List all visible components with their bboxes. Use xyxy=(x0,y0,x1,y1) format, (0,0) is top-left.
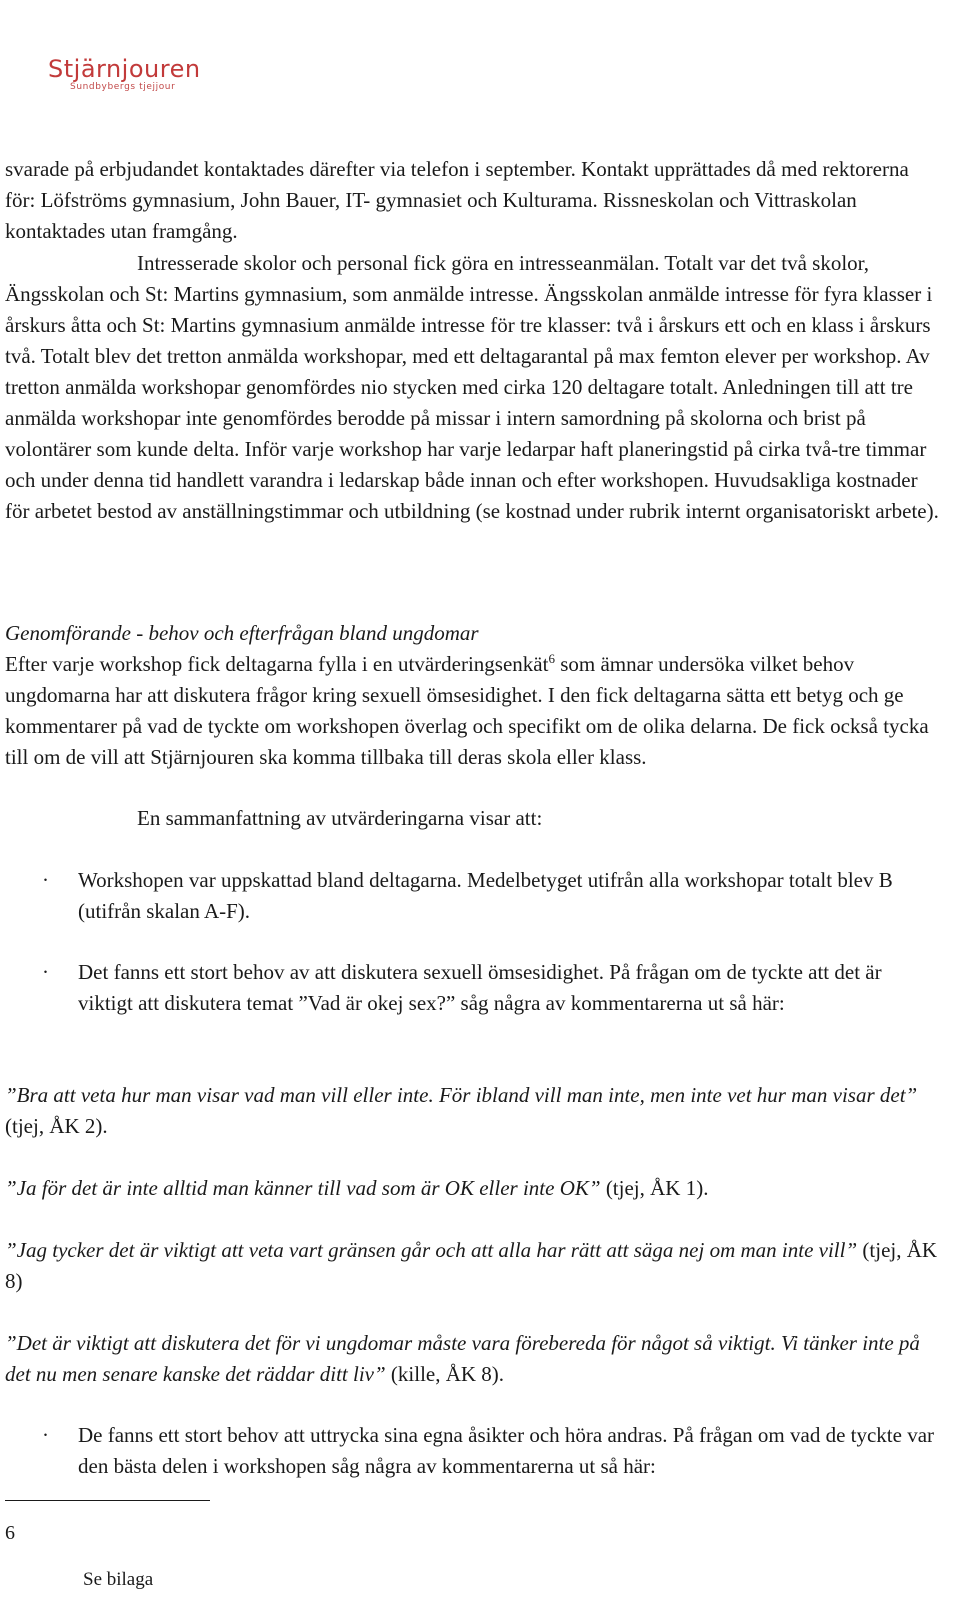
bullet-text: Det fanns ett stort behov av att diskutera sexuell ömsesidighet. På frågan om de tyckte att det är viktigt att diskutera temat ”Vad är okej sex?” såg några av kommentarerna ut så här: xyxy=(78,960,882,1015)
section-heading: Genomförande - behov och efterfrågan bland ungdomar xyxy=(5,621,479,645)
footnote-ref: 6 xyxy=(548,651,555,666)
quote-3 xyxy=(5,1235,940,1297)
quote-attribution: (tjej, ÅK 2). xyxy=(5,1114,108,1138)
quote-attribution: (tjej, ÅK 8) xyxy=(5,1238,938,1293)
bullet-text: Workshopen var uppskattad bland deltagarna. Medelbetyget utifrån alla workshopar totalt blev B (utifrån skalan A-F). xyxy=(78,868,893,923)
bullet-item xyxy=(5,1420,940,1482)
footnote-number: 6 xyxy=(5,1522,15,1544)
footnote-divider xyxy=(5,1500,210,1501)
quote-attribution: (tjej, ÅK 1). xyxy=(600,1176,709,1200)
quote-1 xyxy=(5,1080,940,1142)
quote-text: ”Det är viktigt att diskutera det för vi ungdomar måste vara förebereda för något så viktigt. Vi tänker inte på det nu men senare kanske det räddar ditt liv” xyxy=(5,1331,920,1386)
bullet-dot: · xyxy=(42,960,49,984)
quote-4 xyxy=(5,1328,940,1390)
paragraph-1: svarade på erbjudandet kontaktades därefter via telefon i september. Kontakt upprättades då med rektorerna för: Löfströms gymnasium, John Bauer, IT- gymnasiet och Kulturama. Rissneskolan och Vittraskolan kontaktades utan framgång. xyxy=(5,157,909,243)
paragraph-3 xyxy=(5,649,940,773)
paragraph-2 xyxy=(5,248,940,527)
paragraph-4-text: En sammanfattning av utvärderingarna visar att: xyxy=(137,806,543,830)
logo-tagline: Sundbybergs tjejjour xyxy=(70,82,176,92)
footnote-text: Se bilaga xyxy=(83,1569,154,1590)
quote-text: ”Ja för det är inte alltid man känner till vad som är OK eller inte OK” xyxy=(5,1176,601,1200)
quote-text: ”Bra att veta hur man visar vad man vill eller inte. För ibland vill man inte, men inte vet hur man visar det” xyxy=(5,1083,918,1107)
quote-attribution: (kille, ÅK 8). xyxy=(385,1362,505,1386)
quote-2 xyxy=(5,1173,940,1204)
logo xyxy=(48,56,248,92)
paragraph-2-text: Intresserade skolor och personal fick göra en intresseanmälan. Totalt var det två skolor, Ängsskolan och St: Martins gymnasium, som anmälde intresse. Ängsskolan anmälde intresse för fyra klasser i årskurs åtta och St: Martins gymnasium anmälde intresse för tre klasser: två i årskurs ett och en klass i årskurs två. Totalt blev det tretton anmälda workshopar, med ett deltagarantal på max femton elever per workshop. Av tretton anmälda workshopar genomfördes nio stycken med cirka 120 deltagare totalt. Anledningen till att tre anmälda workshopar inte genomfördes berodde på missar i intern samordning på skolorna och brist på volontärer som kunde delta. Inför varje workshop har varje ledarpar haft planeringstid på cirka två-tre timmar och under denna tid handlett varandra i ledarskap både innan och efter workshopen. Huvudsakliga kostnader för arbetet bestod av anställningstimmar och utbildning (se kostnad under rubrik internt organisatoriskt arbete). xyxy=(5,251,939,523)
bullet-dot: · xyxy=(42,1423,49,1447)
paragraph-3-start: Efter varje workshop fick deltagarna fylla i en utvärderingsenkät xyxy=(5,652,549,676)
bullet-item xyxy=(5,957,940,1019)
logo-name: Stjärnjouren xyxy=(48,55,201,83)
bullet-text: De fanns ett stort behov att uttrycka sina egna åsikter och höra andras. På frågan om vad de tyckte var den bästa delen i workshopen såg några av kommentarerna ut så här: xyxy=(78,1423,935,1478)
paragraph-4 xyxy=(5,803,940,834)
quote-text: ”Jag tycker det är viktigt att veta vart gränsen går och att alla har rätt att säga nej om man inte vill” xyxy=(5,1238,858,1262)
bullet-dot: · xyxy=(42,868,49,892)
bullet-item xyxy=(5,865,940,927)
paragraph-3-end: som ämnar undersöka vilket behov ungdomarna har att diskutera frågor kring sexuell ömsesidighet. I den fick deltagarna sätta ett betyg och ge kommentarer på vad de tyckte om workshopen överlag och specifikt om de olika delarna. De fick också tycka till om de vill att Stjärnjouren ska komma tillbaka till deras skola eller klass. xyxy=(5,652,929,769)
